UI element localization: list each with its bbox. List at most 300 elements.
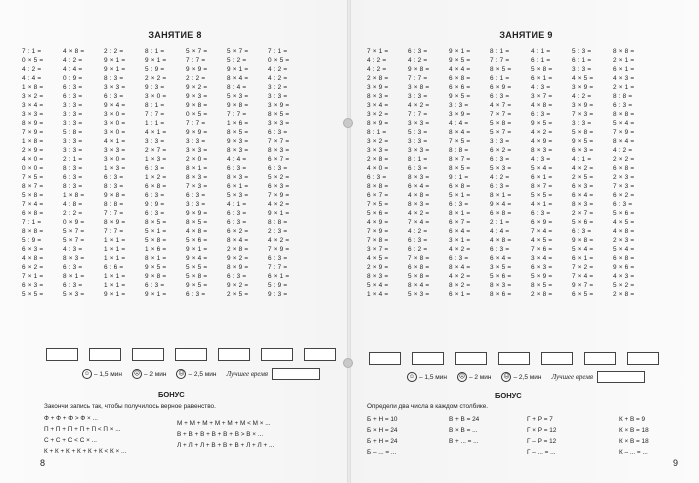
exercise-item: 6 : 3 = bbox=[186, 291, 206, 298]
exercise-item: 4 : 2 = bbox=[408, 57, 428, 64]
exercise-item: 7 × 5 = bbox=[22, 174, 44, 181]
exercise-item: 8 × 9 = bbox=[22, 120, 44, 127]
exercise-item: 0 × 5 = bbox=[22, 57, 44, 64]
exercise-item: 4 × 2 = bbox=[268, 201, 290, 208]
exercise-item: 8 × 7 = bbox=[449, 156, 471, 163]
exercise-item: 3 × 7 = bbox=[367, 246, 389, 253]
exercise-item: 8 × 4 = bbox=[449, 264, 471, 271]
exercise-item: 3 × 9 = bbox=[268, 102, 290, 109]
exercise-item: 5 × 8 = bbox=[22, 192, 44, 199]
exercise-item: 8 : 4 = bbox=[227, 84, 247, 91]
exercise-column bbox=[572, 47, 613, 299]
bonus-line: П + П + П + П + П < П × ... bbox=[44, 426, 121, 433]
exercise-item: 5 × 1 = bbox=[145, 228, 167, 235]
exercise-item: 8 × 3 = bbox=[63, 255, 85, 262]
exercise-item: 6 : 3 = bbox=[63, 174, 83, 181]
exercise-item: 1 × 8 = bbox=[63, 192, 85, 199]
exercise-item: 6 : 3 = bbox=[145, 282, 165, 289]
exercise-item: 5 × 2 = bbox=[268, 174, 290, 181]
exercise-item: 7 × 5 = bbox=[367, 201, 389, 208]
exercise-item: 6 : 3 = bbox=[613, 201, 633, 208]
exercise-item: 9 : 9 = bbox=[145, 201, 165, 208]
exercise-item: 2 × 5 = bbox=[227, 291, 249, 298]
bonus-line: В + ... = ... bbox=[449, 438, 479, 445]
exercise-item: 5 × 5 = bbox=[186, 264, 208, 271]
exercise-item: 0 × 5 = bbox=[268, 57, 290, 64]
exercise-item: 3 × 3 = bbox=[408, 147, 430, 154]
exercise-item: 8 × 5 = bbox=[449, 165, 471, 172]
exercise-item: 0 × 0 = bbox=[22, 165, 44, 172]
exercise-item: 5 × 6 = bbox=[572, 219, 594, 226]
exercise-item: 3 × 4 = bbox=[531, 255, 553, 262]
exercise-column bbox=[449, 47, 490, 299]
exercise-item: 6 × 9 = bbox=[531, 219, 553, 226]
exercise-item: 4 : 2 = bbox=[613, 147, 633, 154]
exercise-item: 5 × 7 = bbox=[227, 48, 249, 55]
exercise-item: 3 : 3 = bbox=[145, 138, 165, 145]
exercise-item: 2 × 0 = bbox=[186, 156, 208, 163]
exercise-item: 3 : 3 = bbox=[408, 138, 428, 145]
bonus-column-2 bbox=[449, 414, 479, 458]
exercise-item: 4 × 1 = bbox=[104, 138, 126, 145]
exercise-item: 5 × 6 = bbox=[490, 273, 512, 280]
exercise-item: 3 : 2 = bbox=[268, 84, 288, 91]
exercise-column bbox=[367, 47, 408, 299]
exercise-item: 7 : 7 = bbox=[186, 57, 206, 64]
exercise-item: 3 × 3 = bbox=[367, 147, 389, 154]
exercise-item: 5 × 4 = bbox=[613, 120, 635, 127]
exercise-item: 8 × 3 = bbox=[227, 174, 249, 181]
exercise-item: 5 × 3 = bbox=[63, 291, 85, 298]
exercise-item: 6 × 4 = bbox=[572, 192, 594, 199]
bonus-lines-right bbox=[177, 418, 274, 451]
exercise-item: 4 : 8 = bbox=[63, 201, 83, 208]
exercise-item: 6 : 3 = bbox=[408, 165, 428, 172]
exercise-item: 6 : 3 = bbox=[145, 192, 165, 199]
exercise-item: 3 : 3 = bbox=[572, 120, 592, 127]
exercise-item: 4 × 8 = bbox=[490, 237, 512, 244]
timing-2: – 2 мин bbox=[143, 370, 167, 378]
exercise-item: 6 × 1 = bbox=[227, 183, 249, 190]
book-spine bbox=[347, 0, 351, 483]
exercise-item: 9 × 8 = bbox=[145, 273, 167, 280]
exercise-column bbox=[268, 47, 309, 299]
page-number: 8 bbox=[40, 458, 46, 468]
exercise-item: 8 × 1 = bbox=[449, 210, 471, 217]
exercise-item: 3 × 1 = bbox=[449, 237, 471, 244]
best-time-box[interactable] bbox=[597, 371, 645, 383]
exercise-item: 8 : 3 = bbox=[104, 75, 124, 82]
exercise-item: 7 : 1 = bbox=[22, 219, 42, 226]
exercise-item: 7 × 9 = bbox=[613, 129, 635, 136]
exercise-item: 5 × 7 = bbox=[186, 48, 208, 55]
timing-row bbox=[407, 371, 645, 383]
exercise-item: 8 × 9 = bbox=[104, 219, 126, 226]
exercise-item: 7 × 1 = bbox=[22, 273, 44, 280]
bonus-line: К + К + К + К + К + К < К × ... bbox=[44, 448, 127, 455]
best-time-label: Лучшее время bbox=[226, 370, 269, 378]
exercise-item: 4 : 4 = bbox=[227, 156, 247, 163]
answer-box[interactable] bbox=[412, 352, 444, 365]
bonus-column-1 bbox=[367, 414, 397, 458]
lesson-title: ЗАНЯТИЕ 9 bbox=[499, 30, 553, 40]
exercise-item: 4 × 9 = bbox=[367, 219, 389, 226]
exercise-item: 5 × 1 = bbox=[449, 192, 471, 199]
exercise-item: 8 × 3 = bbox=[186, 174, 208, 181]
exercise-item: 5 × 4 = bbox=[613, 246, 635, 253]
exercise-item: 4 × 5 = bbox=[367, 255, 389, 262]
exercise-item: 5 : 9 = bbox=[22, 237, 42, 244]
answer-box[interactable] bbox=[584, 352, 616, 365]
exercise-column bbox=[145, 47, 186, 299]
exercise-item: 6 × 4 = bbox=[408, 183, 430, 190]
exercise-item: 4 : 2 = bbox=[367, 66, 387, 73]
exercise-item: 6 × 3 = bbox=[572, 147, 594, 154]
exercise-item: 8 × 8 = bbox=[613, 48, 635, 55]
exercise-item: 5 × 8 = bbox=[531, 66, 553, 73]
exercise-item: 9 × 1 = bbox=[227, 66, 249, 73]
exercise-item: 5 × 3 = bbox=[490, 165, 512, 172]
exercise-item: 4 : 1 = bbox=[572, 156, 592, 163]
exercise-item: 0 × 5 = bbox=[186, 111, 208, 118]
exercise-item: 3 × 3 = bbox=[268, 120, 290, 127]
exercise-item: 6 : 3 = bbox=[572, 228, 592, 235]
exercise-item: 3 × 9 = bbox=[572, 102, 594, 109]
exercise-item: 9 × 5 = bbox=[449, 57, 471, 64]
answer-box[interactable] bbox=[304, 348, 336, 361]
answer-boxes bbox=[369, 352, 670, 365]
exercise-item: 2 × 2 = bbox=[145, 75, 167, 82]
exercise-item: 6 × 1 = bbox=[572, 255, 594, 262]
exercise-item: 5 × 4 = bbox=[572, 246, 594, 253]
exercise-item: 9 × 1 = bbox=[449, 48, 471, 55]
exercise-item: 9 : 1 = bbox=[449, 174, 469, 181]
exercise-column bbox=[613, 47, 654, 299]
exercise-item: 4 × 2 = bbox=[408, 210, 430, 217]
exercise-item: 6 : 3 = bbox=[227, 219, 247, 226]
exercise-item: 4 : 4 = bbox=[490, 228, 510, 235]
exercise-item: 8 × 4 = bbox=[408, 282, 430, 289]
exercise-item: 4 : 2 = bbox=[268, 75, 288, 82]
answer-box[interactable] bbox=[46, 348, 78, 361]
exercise-item: 6 × 5 = bbox=[572, 291, 594, 298]
exercise-item: 5 × 8 = bbox=[186, 273, 208, 280]
exercise-item: 3 × 7 = bbox=[531, 93, 553, 100]
answer-box[interactable] bbox=[369, 352, 401, 365]
bonus-line: Л + Л + Л + В + В + В + Л + Л + ... bbox=[177, 442, 275, 449]
exercise-item: 6 : 3 = bbox=[490, 93, 510, 100]
exercise-item: 9 × 6 = bbox=[613, 264, 635, 271]
exercise-item: 5 × 6 = bbox=[186, 237, 208, 244]
exercise-item: 6 : 6 = bbox=[104, 264, 124, 271]
exercise-item: 6 × 2 = bbox=[490, 147, 512, 154]
exercise-item: 7 × 2 = bbox=[572, 264, 594, 271]
exercise-item: 3 : 3 = bbox=[572, 66, 592, 73]
timing-row bbox=[82, 368, 320, 380]
exercise-item: 6 : 3 = bbox=[449, 255, 469, 262]
exercise-column bbox=[531, 47, 572, 299]
exercise-item: 4 × 5 = bbox=[572, 75, 594, 82]
exercise-item: 4 × 1 = bbox=[531, 201, 553, 208]
exercise-item: 7 × 4 = bbox=[531, 228, 553, 235]
exercise-column bbox=[63, 47, 104, 299]
neutral-face-icon: ☹ bbox=[133, 371, 141, 377]
answer-box[interactable] bbox=[132, 348, 164, 361]
exercise-item: 6 × 8 = bbox=[145, 183, 167, 190]
exercise-item: 3 × 4 = bbox=[22, 102, 44, 109]
exercise-item: 5 × 6 = bbox=[367, 210, 389, 217]
exercise-item: 8 : 1 = bbox=[367, 129, 387, 136]
exercise-item: 1 × 1 = bbox=[104, 255, 126, 262]
exercise-item: 6 × 6 = bbox=[449, 84, 471, 91]
timing-2: – 2 мин bbox=[468, 373, 492, 381]
timing-1: – 1,5 мин bbox=[94, 370, 122, 378]
exercise-item: 5 : 3 = bbox=[572, 48, 592, 55]
exercise-item: 9 × 5 = bbox=[572, 138, 594, 145]
answer-box[interactable] bbox=[89, 348, 121, 361]
exercise-column bbox=[408, 47, 449, 299]
exercise-item: 4 : 2 = bbox=[572, 93, 592, 100]
exercise-item: 6 : 3 = bbox=[490, 183, 510, 190]
exercise-item: 1 × 3 = bbox=[104, 165, 126, 172]
exercise-item: 8 : 3 = bbox=[104, 183, 124, 190]
exercise-item: 4 : 2 = bbox=[268, 66, 288, 73]
exercise-item: 4 : 4 = bbox=[63, 66, 83, 73]
sad-face-icon: ☹ bbox=[503, 374, 510, 380]
exercise-item: 6 : 3 = bbox=[145, 165, 165, 172]
exercise-item: 3 : 3 = bbox=[449, 102, 469, 109]
exercise-item: 9 × 9 = bbox=[186, 66, 208, 73]
exercise-grid bbox=[367, 47, 654, 299]
bonus-line: К – ... = ... bbox=[619, 449, 648, 456]
answer-box[interactable] bbox=[627, 352, 659, 365]
exercise-item: 3 × 2 = bbox=[22, 93, 44, 100]
exercise-item: 8 × 5 = bbox=[531, 282, 553, 289]
exercise-item: 1 × 6 = bbox=[145, 246, 167, 253]
exercise-item: 3 × 0 = bbox=[104, 120, 126, 127]
exercise-item: 6 : 3 = bbox=[186, 192, 206, 199]
exercise-item: 8 × 1 = bbox=[490, 192, 512, 199]
exercise-item: 6 × 8 = bbox=[449, 75, 471, 82]
exercise-item: 3 × 9 = bbox=[449, 111, 471, 118]
exercise-item: 3 × 0 = bbox=[145, 93, 167, 100]
exercise-item: 7 : 7 = bbox=[186, 120, 206, 127]
exercise-item: 9 × 1 = bbox=[145, 291, 167, 298]
exercise-item: 6 : 3 = bbox=[268, 129, 288, 136]
exercise-item: 9 × 1 = bbox=[145, 57, 167, 64]
exercise-item: 6 : 1 = bbox=[572, 57, 592, 64]
exercise-item: 6 × 1 = bbox=[268, 273, 290, 280]
answer-box[interactable] bbox=[261, 348, 293, 361]
timing-3: – 2,5 мин bbox=[188, 370, 217, 378]
best-time-box[interactable] bbox=[272, 368, 320, 380]
exercise-item: 9 × 2 = bbox=[227, 255, 249, 262]
exercise-item: 7 × 4 = bbox=[408, 219, 430, 226]
exercise-item: 8 × 7 = bbox=[531, 183, 553, 190]
exercise-item: 6 : 1 = bbox=[531, 57, 551, 64]
exercise-item: 8 × 5 = bbox=[145, 219, 167, 226]
exercise-item: 8 : 3 = bbox=[63, 183, 83, 190]
exercise-item: 4 : 2 = bbox=[22, 66, 42, 73]
exercise-item: 6 : 1 = bbox=[490, 75, 510, 82]
bonus-line bbox=[449, 447, 479, 458]
exercise-item: 8 : 3 = bbox=[63, 165, 83, 172]
bonus-line: К + В = 9 bbox=[619, 416, 646, 423]
exercise-item: 6 × 9 = bbox=[490, 84, 512, 91]
exercise-column bbox=[22, 47, 63, 299]
exercise-item: 1 × 1 = bbox=[104, 273, 126, 280]
answer-box[interactable] bbox=[498, 352, 530, 365]
bonus-title: БОНУС bbox=[495, 391, 522, 400]
bonus-title: БОНУС bbox=[158, 390, 185, 399]
exercise-item: 4 × 8 = bbox=[531, 102, 553, 109]
bonus-line: Б + Н = 10 bbox=[367, 416, 398, 423]
exercise-item: 2 × 8 = bbox=[613, 291, 635, 298]
exercise-item: 4 × 2 = bbox=[408, 102, 430, 109]
exercise-item: 6 : 3 = bbox=[104, 93, 124, 100]
exercise-item: 9 × 4 = bbox=[186, 255, 208, 262]
bonus-line: Г + Р = 7 bbox=[527, 416, 553, 423]
exercise-item: 7 × 5 = bbox=[449, 138, 471, 145]
exercise-item: 2 × 8 = bbox=[367, 75, 389, 82]
answer-box[interactable] bbox=[541, 352, 573, 365]
exercise-item: 3 : 3 = bbox=[63, 147, 83, 154]
exercise-item: 8 × 3 = bbox=[572, 201, 594, 208]
binding-hole bbox=[343, 118, 353, 128]
exercise-item: 4 × 8 = bbox=[63, 48, 85, 55]
exercise-item: 9 × 2 = bbox=[186, 84, 208, 91]
exercise-item: 2 × 8 = bbox=[227, 246, 249, 253]
bonus-line: В + В = 24 bbox=[449, 416, 480, 423]
exercise-item: 9 × 1 = bbox=[104, 57, 126, 64]
exercise-item: 7 × 1 = bbox=[367, 48, 389, 55]
answer-box[interactable] bbox=[455, 352, 487, 365]
exercise-item: 5 × 5 = bbox=[531, 192, 553, 199]
exercise-item: 9 × 9 = bbox=[186, 129, 208, 136]
exercise-item: 9 × 5 = bbox=[145, 264, 167, 271]
bonus-lines-left bbox=[44, 413, 126, 457]
exercise-item: 8 : 1 = bbox=[145, 102, 165, 109]
exercise-item: 9 × 8 = bbox=[572, 237, 594, 244]
exercise-item: 4 : 4 = bbox=[449, 120, 469, 127]
exercise-item: 9 × 5 = bbox=[186, 282, 208, 289]
exercise-item: 9 × 8 = bbox=[408, 66, 430, 73]
exercise-item: 5 : 3 = bbox=[408, 129, 428, 136]
exercise-item: 5 × 3 = bbox=[227, 192, 249, 199]
exercise-item: 6 × 1 = bbox=[531, 75, 553, 82]
bonus-line: Б – ... = ... bbox=[367, 449, 397, 456]
exercise-item: 9 × 3 = bbox=[227, 138, 249, 145]
exercise-item: 4 × 2 = bbox=[531, 129, 553, 136]
exercise-item: 4 × 0 = bbox=[22, 156, 44, 163]
exercise-item: 4 × 2 = bbox=[449, 246, 471, 253]
exercise-item: 1 : 1 = bbox=[145, 120, 165, 127]
bonus-line: С + С + С < С × ... bbox=[44, 437, 97, 444]
exercise-item: 3 : 3 = bbox=[63, 102, 83, 109]
exercise-item: 7 × 3 = bbox=[613, 183, 635, 190]
exercise-item: 5 : 8 = bbox=[63, 129, 83, 136]
exercise-item: 4 × 2 = bbox=[449, 273, 471, 280]
exercise-item: 2 × 3 = bbox=[613, 237, 635, 244]
exercise-item: 7 × 4 = bbox=[22, 201, 44, 208]
exercise-item: 2 : 3 = bbox=[268, 228, 288, 235]
exercise-item: 8 : 1 = bbox=[408, 156, 428, 163]
bonus-line: Г × Р = 12 bbox=[527, 427, 557, 434]
exercise-item: 2 : 2 = bbox=[186, 75, 206, 82]
exercise-item: 6 × 8 = bbox=[613, 165, 635, 172]
exercise-item: 4 × 4 = bbox=[449, 66, 471, 73]
exercise-item: 8 × 8 = bbox=[613, 111, 635, 118]
exercise-item: 8 : 1 = bbox=[490, 48, 510, 55]
exercise-item: 6 × 8 = bbox=[408, 264, 430, 271]
exercise-item: 8 × 5 = bbox=[490, 66, 512, 73]
exercise-item: 4 : 1 = bbox=[227, 201, 247, 208]
exercise-item: 6 × 4 = bbox=[449, 228, 471, 235]
smile-icon: ☺ bbox=[83, 371, 91, 377]
exercise-item: 9 × 4 = bbox=[104, 102, 126, 109]
exercise-item: 3 : 3 = bbox=[63, 120, 83, 127]
exercise-item: 7 : 1 = bbox=[22, 48, 42, 55]
exercise-item: 4 : 2 = bbox=[490, 174, 510, 181]
exercise-item: 1 × 8 = bbox=[22, 138, 44, 145]
page-number: 9 bbox=[673, 458, 679, 468]
exercise-item: 6 : 3 = bbox=[145, 210, 165, 217]
exercise-item: 2 × 9 = bbox=[22, 147, 44, 154]
exercise-item: 6 : 3 = bbox=[531, 111, 551, 118]
exercise-item: 6 × 3 = bbox=[572, 183, 594, 190]
bonus-line: Г – Р = 12 bbox=[527, 438, 557, 445]
exercise-item: 8 × 3 = bbox=[227, 147, 249, 154]
bonus-line: Ф + Ф + Ф > Ф × ... bbox=[44, 415, 98, 422]
exercise-item: 2 × 3 = bbox=[613, 174, 635, 181]
exercise-item: 8 × 3 = bbox=[367, 273, 389, 280]
exercise-item: 9 : 3 = bbox=[145, 84, 165, 91]
exercise-item: 6 : 3 = bbox=[531, 210, 551, 217]
exercise-item: 3 × 3 = bbox=[186, 147, 208, 154]
exercise-item: 3 × 3 = bbox=[408, 120, 430, 127]
exercise-item: 6 : 3 = bbox=[227, 165, 247, 172]
exercise-item: 4 × 5 = bbox=[613, 219, 635, 226]
exercise-item: 5 : 2 = bbox=[227, 57, 247, 64]
exercise-item: 7 × 9 = bbox=[22, 129, 44, 136]
exercise-item: 7 × 9 = bbox=[367, 228, 389, 235]
exercise-item: 5 × 3 = bbox=[227, 93, 249, 100]
exercise-item: 5 × 5 = bbox=[22, 291, 44, 298]
exercise-item: 1 × 1 = bbox=[104, 246, 126, 253]
exercise-item: 7 : 1 = bbox=[268, 48, 288, 55]
exercise-item: 7 × 7 = bbox=[268, 138, 290, 145]
answer-box[interactable] bbox=[218, 348, 250, 361]
lesson-title: ЗАНЯТИЕ 8 bbox=[148, 30, 202, 40]
exercise-item: 4 × 9 = bbox=[531, 138, 553, 145]
exercise-item: 7 × 3 = bbox=[572, 111, 594, 118]
exercise-item: 7 : 7 = bbox=[268, 264, 288, 271]
exercise-item: 8 × 3 = bbox=[367, 93, 389, 100]
exercise-item: 6 : 3 = bbox=[613, 102, 633, 109]
exercise-item: 8 × 9 = bbox=[227, 264, 249, 271]
bonus-line: Б + Н = 24 bbox=[367, 438, 398, 445]
exercise-item: 2 × 2 = bbox=[613, 156, 635, 163]
answer-box[interactable] bbox=[175, 348, 207, 361]
exercise-item: 9 × 3 = bbox=[186, 93, 208, 100]
exercise-item: 6 : 3 = bbox=[408, 48, 428, 55]
exercise-item: 6 × 3 = bbox=[531, 264, 553, 271]
exercise-item: 4 × 1 = bbox=[145, 129, 167, 136]
exercise-item: 9 × 5 = bbox=[449, 93, 471, 100]
exercise-item: 8 × 2 = bbox=[449, 282, 471, 289]
exercise-item: 5 × 9 = bbox=[531, 273, 553, 280]
exercise-item: 3 : 3 = bbox=[63, 138, 83, 145]
